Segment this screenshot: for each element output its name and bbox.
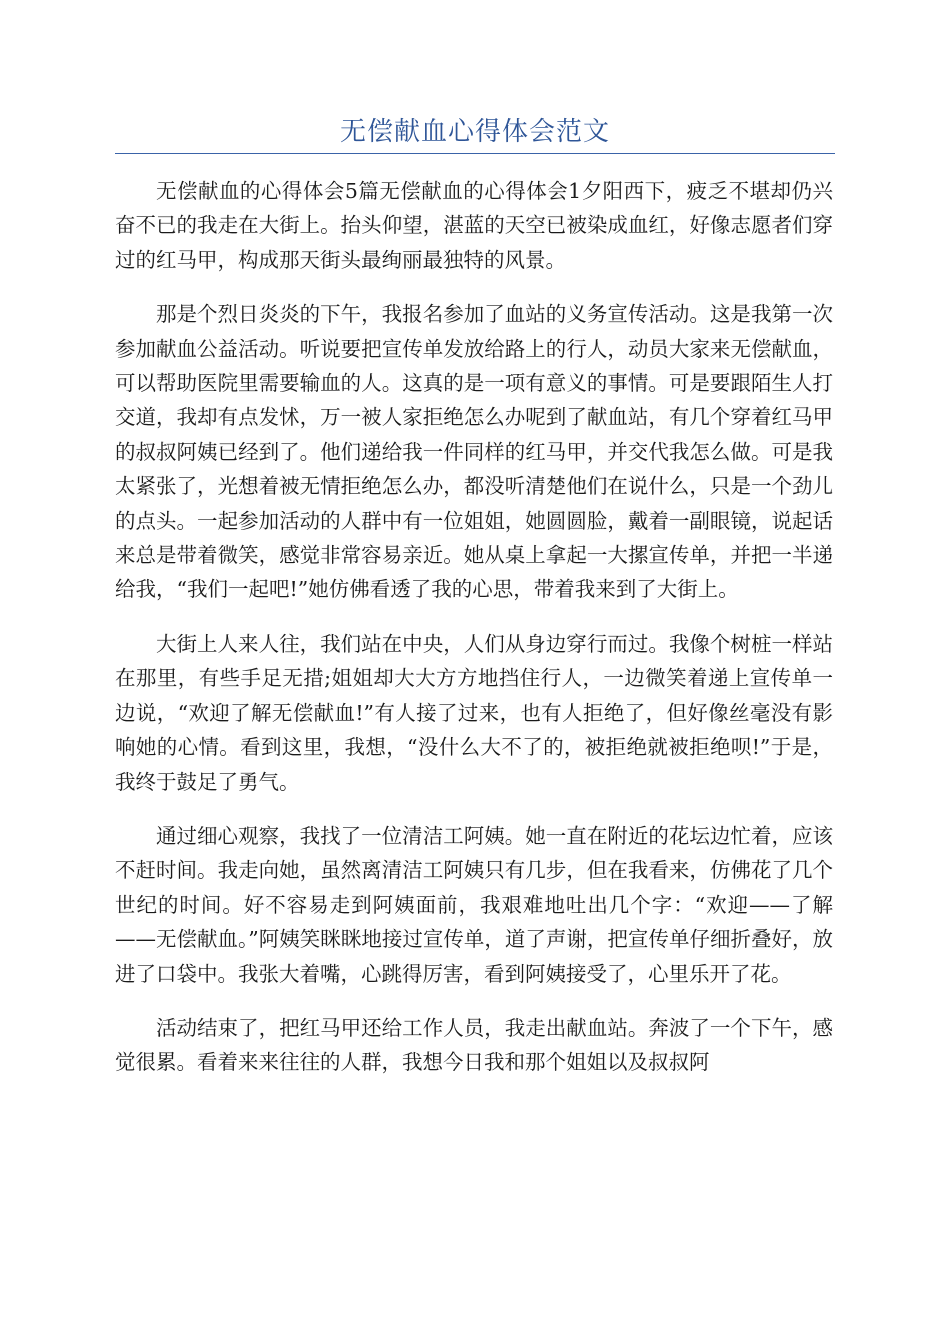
paragraph: 那是个烈日炎炎的下午，我报名参加了血站的义务宣传活动。这是我第一次参加献血公益活动。听说要把宣传单发放给路上的行人，动员大家来无偿献血，可以帮助医院里需要输血的人。这真的是一项有意义的事情。可是要跟陌生人打交道，我却有点发怵，万一被人家拒绝怎么办呢到了献血站，有几个穿着红马甲的叔叔阿姨已经到了。他们递给我一件同样的红马甲，并交代我怎么做。可是我太紧张了，光想着被无情拒绝怎么办，都没听清楚他们在说什么，只是一个劲儿的点头。一起参加活动的人群中有一位姐姐，她圆圆脸，戴着一副眼镜，说起话来总是带着微笑，感觉非常容易亲近。她从桌上拿起一大摞宣传单，并把一半递给我，“我们一起吧!”她仿佛看透了我的心思，带着我来到了大街上。 (115, 302, 833, 602)
paragraph: 大街上人来人往，我们站在中央，人们从身边穿行而过。我像个树桩一样站在那里，有些手足无措;姐姐却大大方方地挡住行人，一边微笑着递上宣传单一边说，“欢迎了解无偿献血!”有人接了过来，也有人拒绝了，但好像丝毫没有影响她的心情。看到这里，我想，“没什么大不了的，被拒绝就被拒绝呗!”于是，我终于鼓足了勇气。 (115, 631, 833, 794)
paragraph: 通过细心观察，我找了一位清洁工阿姨。她一直在附近的花坛边忙着，应该不赶时间。我走向她，虽然离清洁工阿姨只有几步，但在我看来，仿佛花了几个世纪的时间。好不容易走到阿姨面前，我艰难地吐出几个字：“欢迎——了解——无偿献血。”阿姨笑眯眯地接过宣传单，道了声谢，把宣传单仔细折叠好，放进了口袋中。我张大着嘴，心跳得厉害，看到阿姨接受了，心里乐开了花。 (115, 823, 833, 986)
document-body (115, 174, 833, 1100)
title-underline (115, 153, 835, 154)
document-title: 无偿献血心得体会范文 (339, 117, 610, 147)
paragraph: 活动结束了，把红马甲还给工作人员，我走出献血站。奔波了一个下午，感觉很累。看着来来往往的人群，我想今日我和那个姐姐以及叔叔阿 (115, 1015, 833, 1075)
paragraph: 无偿献血的心得体会5篇无偿献血的心得体会1夕阳西下，疲乏不堪却仍兴奋不已的我走在大街上。抬头仰望，湛蓝的天空已被染成血红，好像志愿者们穿过的红马甲，构成那天街头最绚丽最独特的风景。 (115, 179, 833, 272)
